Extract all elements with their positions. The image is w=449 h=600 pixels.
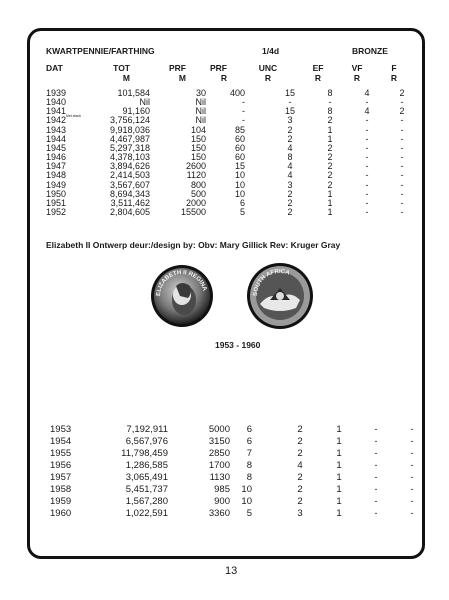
table-cell: 1700 <box>208 460 230 471</box>
table-cell: 900 <box>214 496 230 507</box>
table-cell: 15 <box>284 88 295 98</box>
table-cell: 6 <box>239 197 245 208</box>
table-cell: 10 <box>234 188 245 199</box>
table-cell: - <box>410 424 414 435</box>
table-cell: - <box>365 97 369 108</box>
table-cell: 1 <box>336 436 342 447</box>
table-cell: 1940 <box>46 97 67 108</box>
table-cell: - <box>365 115 369 126</box>
table-cell: 4 <box>297 460 303 471</box>
table-cell: 2 <box>327 179 333 190</box>
metal: BRONZE <box>352 46 388 56</box>
denomination: 1/4d <box>262 46 280 56</box>
table-cell: 8 <box>246 472 252 483</box>
table-cell: - <box>242 106 245 117</box>
page-number: 13 <box>225 565 238 577</box>
table-cell: - <box>410 448 414 459</box>
table-cell: - <box>400 206 404 217</box>
table-cell: 6 <box>246 424 252 435</box>
table-cell: 1 <box>336 472 342 483</box>
column-header: TOT <box>113 63 130 73</box>
obverse-legend: ELIZABETH II REGINA <box>155 269 208 297</box>
table-cell: 2 <box>287 197 293 208</box>
table-cell: 1 <box>336 448 342 459</box>
table-cell: - <box>365 179 369 190</box>
table-cell: 60 <box>234 152 245 163</box>
table-cell: Nil <box>195 115 206 126</box>
column-header: F <box>391 63 397 73</box>
table-cell: - <box>400 197 404 208</box>
table-cell: 15 <box>234 161 245 172</box>
table-cell: - <box>374 496 378 507</box>
table-cell: - <box>400 133 404 144</box>
table-cell: 2 <box>297 496 303 507</box>
table-cell: - <box>410 484 414 495</box>
table-cell: 1,567,280 <box>125 496 168 507</box>
table-cell: Nil <box>195 106 206 117</box>
obverse-coin-image <box>150 264 214 328</box>
table-cell: 1944 <box>46 133 67 144</box>
table-cell: - <box>374 508 378 519</box>
table-cell: 2 <box>327 142 333 153</box>
table-cell: - <box>400 152 404 163</box>
table-cell: 2,804,605 <box>109 206 150 217</box>
table-cell: 8 <box>246 460 252 471</box>
table-cell: 2,414,503 <box>109 170 150 181</box>
table-cell: 150 <box>190 133 206 144</box>
table-cell: 15500 <box>180 206 206 217</box>
table-cell: 1942 <box>46 115 67 126</box>
table-cell: 1949 <box>46 179 67 190</box>
table-cell: 6,567,976 <box>125 436 168 447</box>
table-cell: 2600 <box>185 161 206 172</box>
table-cell: 2 <box>287 188 293 199</box>
table-cell: 1958 <box>50 484 72 495</box>
column-header: R <box>390 73 398 83</box>
table-cell: 3150 <box>208 436 230 447</box>
table-cell: 4 <box>287 170 293 181</box>
table-cell: 2 <box>297 436 303 447</box>
table-cell: 8,694,343 <box>109 188 150 199</box>
table-cell: 10 <box>234 170 245 181</box>
column-header: EF <box>312 63 324 73</box>
table-cell: 4 <box>287 161 293 172</box>
table-cell: 1947 <box>46 161 67 172</box>
table-cell: 1 <box>336 484 342 495</box>
table-cell: - <box>365 170 369 181</box>
note-1942: Met stack <box>66 114 81 118</box>
table-cell: 500 <box>190 188 206 199</box>
table-cell: 1939 <box>46 88 67 98</box>
table-cell: - <box>374 448 378 459</box>
table-cell: 2 <box>287 124 293 135</box>
column-header: R <box>353 73 361 83</box>
table-cell: 2 <box>297 484 303 495</box>
table-cell: 3 <box>287 179 293 190</box>
table-cell: 30 <box>195 88 206 98</box>
table-cell: - <box>242 97 245 108</box>
table-cell: 2 <box>399 88 405 98</box>
table-cell: 2 <box>399 106 405 117</box>
table-cell: - <box>374 460 378 471</box>
table-cell: - <box>410 436 414 447</box>
column-header: M <box>122 73 130 83</box>
table-cell: 101,584 <box>117 88 150 98</box>
table-cell: 3,065,491 <box>125 472 168 483</box>
table-cell: 2850 <box>208 448 230 459</box>
table-cell: 1 <box>336 424 342 435</box>
table-cell: 5 <box>239 206 245 217</box>
table-cell: - <box>374 484 378 495</box>
table-cell: 1 <box>336 496 342 507</box>
table-cell: - <box>400 142 404 153</box>
table-cell: 5000 <box>208 424 230 435</box>
column-header: R <box>264 73 272 83</box>
table-cell: - <box>365 188 369 199</box>
table-cell: 1950 <box>46 188 67 199</box>
reverse-coin-image <box>246 262 314 330</box>
table-cell: 11,798,459 <box>121 448 168 459</box>
table-cell: 1951 <box>46 197 67 208</box>
table-cell: 5,297,318 <box>109 142 150 153</box>
table-cell: 1954 <box>50 436 72 447</box>
table-cell: 1952 <box>46 206 67 217</box>
table-cell: 91,160 <box>122 106 150 117</box>
table-cell: 4 <box>364 106 370 117</box>
column-header: R <box>220 73 227 83</box>
table-cell: 60 <box>234 133 245 144</box>
table-cell: Nil <box>139 97 150 108</box>
table-cell: - <box>410 460 414 471</box>
table-cell: 6 <box>246 436 252 447</box>
column-header: UNC <box>258 63 278 73</box>
table-cell: 10 <box>241 484 252 495</box>
table-cell: 4 <box>364 88 370 98</box>
table-cell: 2 <box>297 424 303 435</box>
table-cell: 8 <box>327 88 333 98</box>
table-cell: 1 <box>327 133 333 144</box>
table-cell: 1 <box>327 206 333 217</box>
table-cell: - <box>365 206 369 217</box>
column-header: R <box>314 73 322 83</box>
table-cell: 7,192,911 <box>126 424 168 435</box>
column-header: PRF <box>169 63 186 73</box>
table-cell: 1 <box>336 460 342 471</box>
column-header: DAT <box>46 63 63 73</box>
table-cell: 1,022,591 <box>125 508 168 519</box>
table-cell: 1120 <box>186 170 206 181</box>
table-cell: 3360 <box>208 508 230 519</box>
period-label: 1953 - 1960 <box>215 340 261 350</box>
table-cell: 8 <box>287 152 293 163</box>
reverse-legend: SOUTH AFRICA <box>252 268 291 297</box>
table-cell: - <box>400 161 404 172</box>
table-cell: 150 <box>190 142 206 153</box>
table-cell: - <box>365 152 369 163</box>
table-cell: Nil <box>195 97 206 108</box>
table-cell: - <box>328 97 332 108</box>
table-cell: - <box>400 170 404 181</box>
table-cell: - <box>374 424 378 435</box>
table-cell: 800 <box>190 179 206 190</box>
table-cell: 3,894,626 <box>109 161 150 172</box>
table-cell: 400 <box>229 88 245 98</box>
table-cell: 2000 <box>185 197 206 208</box>
table-cell: 10 <box>234 179 245 190</box>
table-cell: 15 <box>284 106 295 117</box>
column-header: VF <box>351 63 363 73</box>
table-cell: 3 <box>287 115 293 126</box>
table-cell: - <box>400 115 404 126</box>
table-cell: 4 <box>287 142 293 153</box>
table-cell: 1941 <box>46 106 67 117</box>
table-cell: - <box>365 133 369 144</box>
table-cell: 2 <box>297 448 303 459</box>
table-cell: - <box>400 188 404 199</box>
table-cell: 1 <box>336 508 342 519</box>
table-cell: - <box>365 124 369 135</box>
coin-title: KWARTPENNIE/FARTHING <box>46 46 155 56</box>
table-cell: 1 <box>327 197 333 208</box>
table-cell: 4,378,103 <box>109 152 150 163</box>
table-cell: 1945 <box>46 142 67 153</box>
table-cell: 1953 <box>50 424 72 435</box>
table-cell: 3 <box>297 508 303 519</box>
table-cell: 5,451,737 <box>125 484 168 495</box>
table-cell: - <box>288 97 292 108</box>
table-cell: - <box>400 179 404 190</box>
table-cell: - <box>410 472 414 483</box>
table-cell: - <box>400 124 404 135</box>
table-cell: 4,467,987 <box>109 133 150 144</box>
table-cell: - <box>374 472 378 483</box>
table-cell: 1130 <box>209 472 230 483</box>
table-cell: - <box>365 161 369 172</box>
table-cell: - <box>374 436 378 447</box>
table-cell: 3,567,607 <box>109 179 150 190</box>
table-cell: 1 <box>327 188 333 199</box>
table-cell: - <box>242 115 245 126</box>
table-cell: - <box>400 97 404 108</box>
table-cell: 2 <box>327 152 333 163</box>
table-cell: 5 <box>246 508 252 519</box>
table-cell: 3,511,462 <box>110 197 150 208</box>
table-cell: - <box>365 142 369 153</box>
design-caption: Elizabeth II Ontwerp deur:/design by: Obv: Mary Gillick Rev: Kruger Gray <box>46 240 341 250</box>
table-cell: 150 <box>190 152 206 163</box>
table-cell: - <box>410 508 414 519</box>
table-cell: 2 <box>287 133 293 144</box>
table-cell: 8 <box>327 106 333 117</box>
table-cell: 1956 <box>50 460 72 471</box>
table-cell: - <box>365 197 369 208</box>
table-cell: 104 <box>190 124 206 135</box>
table-cell: 1948 <box>46 170 67 181</box>
table-cell: 85 <box>234 124 245 135</box>
table-cell: 1946 <box>46 152 67 163</box>
table-cell: 9,918,036 <box>109 124 150 135</box>
table-cell: 1,286,585 <box>125 460 168 471</box>
table-cell: 2 <box>327 115 333 126</box>
table-cell: 2 <box>287 206 293 217</box>
table-cell: 1957 <box>50 472 72 483</box>
column-header: PRF <box>210 63 227 73</box>
table-cell: - <box>410 496 414 507</box>
table-cell: 1960 <box>50 508 72 519</box>
table-cell: 10 <box>241 496 252 507</box>
table-cell: 1943 <box>46 124 67 135</box>
table-cell: 60 <box>234 142 245 153</box>
table-cell: 985 <box>214 484 230 495</box>
table-cell: 2 <box>327 170 333 181</box>
table-cell: 1 <box>327 124 333 135</box>
table-cell: 2 <box>327 161 333 172</box>
table-cell: 7 <box>246 448 252 459</box>
table-cell: 1955 <box>50 448 72 459</box>
table-cell: 1959 <box>50 496 72 507</box>
table-cell: 3,756,124 <box>109 115 150 126</box>
column-header: M <box>178 73 186 83</box>
table-cell: 2 <box>297 472 303 483</box>
